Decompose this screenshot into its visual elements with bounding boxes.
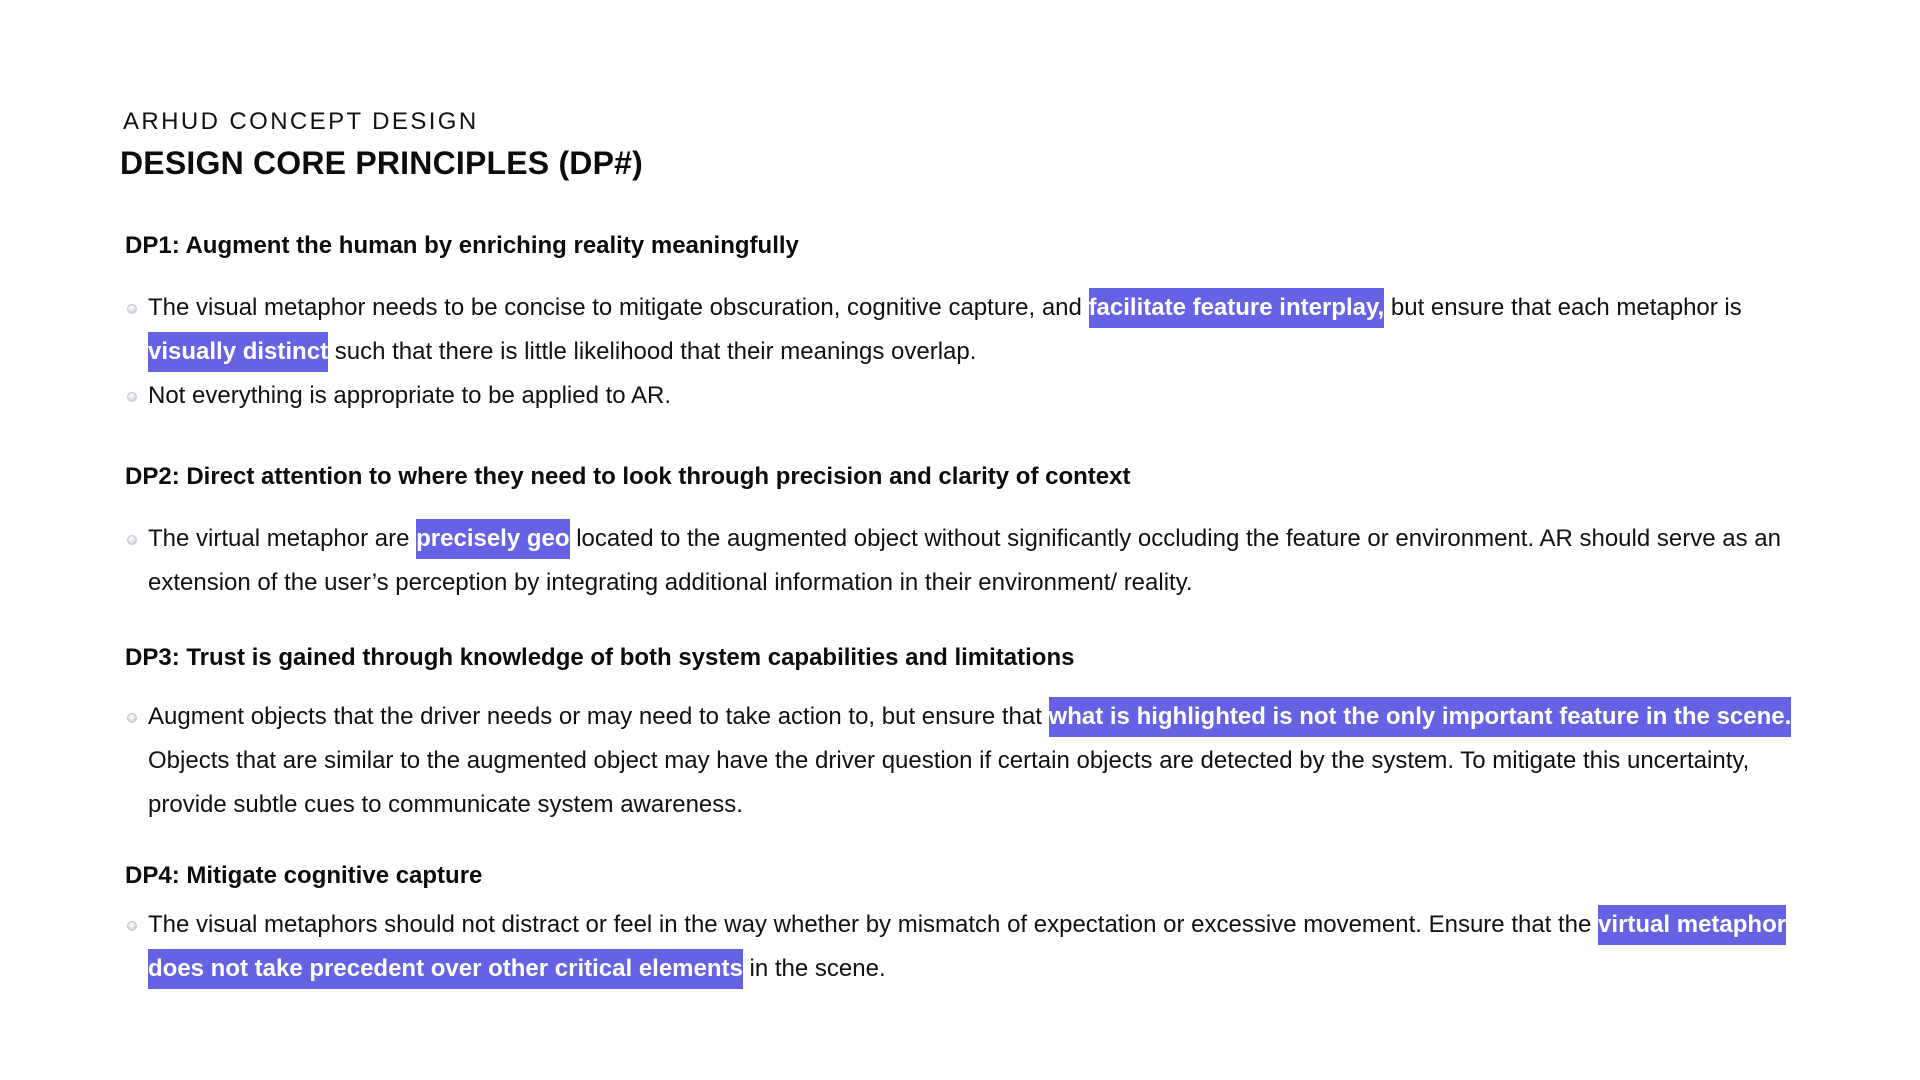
bullet-dot-icon <box>127 392 137 402</box>
highlighted-phrase: virtual metaphor does not take precedent over other critical elements <box>148 905 1786 989</box>
principle-points <box>125 903 1825 991</box>
text-segment: The visual metaphors should not distract or feel in the way whether by mismatch of expectation or excessive movement. Ensure that the <box>148 911 1599 938</box>
highlighted-phrase: visually distinct <box>148 332 328 372</box>
highlighted-phrase: what is highlighted is not the only important feature in the scene. <box>1049 697 1792 737</box>
text-segment: located to the augmented object without significantly occluding the feature or environment. AR should serve as an extension of the user’s perception by integrating additional information in their environment/ reality. <box>148 525 1781 596</box>
text-segment: but ensure that each metaphor is <box>1384 294 1742 321</box>
text-segment: Not everything is appropriate to be applied to AR. <box>148 382 671 409</box>
bullet-point <box>125 695 1825 827</box>
page-title: DESIGN CORE PRINCIPLES (DP#) <box>120 145 644 181</box>
text-segment: Augment objects that the driver needs or may need to take action to, but ensure that <box>148 703 1049 730</box>
principle-heading: DP3: Trust is gained through knowledge of both system capabilities and limitations <box>125 644 1075 671</box>
principle-heading: DP1: Augment the human by enriching reality meaningfully <box>125 232 799 259</box>
bullet-point <box>125 374 1825 418</box>
bullet-point <box>125 517 1825 605</box>
principle-dp2 <box>125 462 1825 605</box>
text-segment: Objects that are similar to the augmented object may have the driver question if certain objects are detected by the system. To mitigate this uncertainty, provide subtle cues to communicate system awareness. <box>148 747 1750 818</box>
bullet-dot-icon <box>127 713 137 723</box>
bullet-point <box>125 903 1825 991</box>
bullet-dot-icon <box>127 535 137 545</box>
principle-points <box>125 517 1825 605</box>
text-segment: The visual metaphor needs to be concise to mitigate obscuration, cognitive capture, and <box>148 294 1089 321</box>
text-segment: such that there is little likelihood that their meanings overlap. <box>328 338 977 365</box>
text-segment: The virtual metaphor are <box>148 525 417 552</box>
principle-dp3 <box>125 643 1825 827</box>
highlighted-phrase: facilitate feature interplay, <box>1089 288 1385 328</box>
principle-dp1 <box>125 231 1825 418</box>
principle-points <box>125 286 1825 418</box>
bullet-dot-icon <box>127 304 137 314</box>
text-segment: in the scene. <box>742 955 886 982</box>
bullet-dot-icon <box>127 921 137 931</box>
principle-heading: DP2: Direct attention to where they need to look through precision and clarity of context <box>125 463 1131 490</box>
section-kicker: ARHUD CONCEPT DESIGN <box>123 108 479 135</box>
highlighted-phrase: precisely geo <box>416 519 569 559</box>
principle-dp4 <box>125 861 1825 991</box>
bullet-point <box>125 286 1825 374</box>
principle-points <box>125 695 1825 827</box>
principle-heading: DP4: Mitigate cognitive capture <box>125 862 483 889</box>
